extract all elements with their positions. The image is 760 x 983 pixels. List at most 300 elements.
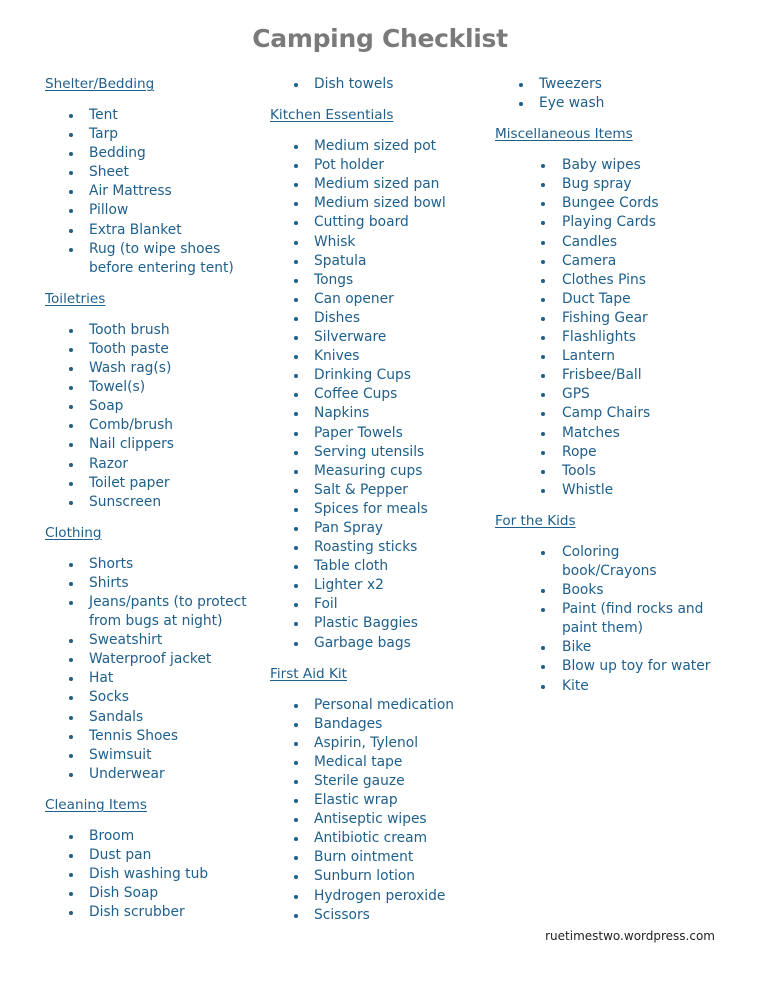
item-label: Hydrogen peroxide bbox=[314, 887, 446, 904]
item-label: Knives bbox=[314, 348, 360, 365]
bullet-icon bbox=[294, 799, 298, 803]
item-label: Baby wipes bbox=[562, 157, 641, 174]
bullet-icon bbox=[541, 260, 545, 264]
section-first-aid-kit bbox=[270, 665, 490, 925]
list-item bbox=[270, 906, 490, 925]
item-label: Dish towels bbox=[314, 76, 394, 92]
item-label: Shirts bbox=[89, 574, 129, 591]
column-3 bbox=[495, 75, 725, 708]
item-label: Underwear bbox=[89, 765, 165, 782]
list-item bbox=[495, 156, 725, 175]
item-label: Antiseptic wipes bbox=[314, 811, 427, 828]
item-label: Bandages bbox=[314, 715, 383, 732]
bullet-icon bbox=[294, 298, 298, 302]
list-item bbox=[495, 581, 695, 600]
bullet-icon bbox=[294, 704, 298, 708]
bullet-icon bbox=[69, 367, 73, 371]
list-item bbox=[270, 347, 490, 366]
item-label: Elastic wrap bbox=[314, 792, 398, 809]
section-cleaning-continued bbox=[270, 75, 490, 94]
bullet-icon bbox=[69, 190, 73, 194]
bullet-icon bbox=[69, 854, 73, 858]
list-item bbox=[270, 810, 490, 829]
bullet-icon bbox=[294, 374, 298, 378]
bullet-icon bbox=[541, 221, 545, 225]
item-label: Sterile gauze bbox=[314, 773, 405, 789]
item-label: Dish washing tub bbox=[89, 866, 209, 883]
source-watermark: ruetimestwo.wordpress.com bbox=[545, 929, 715, 943]
list-item bbox=[270, 753, 490, 772]
item-label: Blow up toy for water bbox=[562, 658, 711, 675]
list-item bbox=[45, 574, 260, 593]
bullet-icon bbox=[69, 754, 73, 758]
item-label: Extra Blanket bbox=[89, 221, 182, 238]
item-label: Medium sized pot bbox=[314, 138, 437, 155]
list-item bbox=[495, 252, 725, 271]
item-label: Can opener bbox=[314, 290, 394, 307]
bullet-icon bbox=[541, 355, 545, 359]
list-item bbox=[45, 884, 260, 903]
bullet-icon bbox=[541, 589, 545, 593]
bullet-icon bbox=[69, 248, 73, 252]
bullet-icon bbox=[69, 329, 73, 333]
section-toiletries bbox=[45, 290, 260, 512]
list-item bbox=[495, 481, 725, 500]
bullet-icon bbox=[294, 432, 298, 436]
bullet-icon bbox=[69, 658, 73, 662]
item-label: Lantern bbox=[562, 348, 615, 365]
checklist bbox=[270, 75, 490, 94]
list-item bbox=[495, 385, 725, 404]
list-item bbox=[495, 213, 725, 232]
checklist bbox=[495, 75, 725, 113]
item-label: Air Mattress bbox=[89, 183, 172, 200]
list-item bbox=[270, 137, 490, 156]
item-label: Playing Cards bbox=[562, 214, 656, 231]
bullet-icon bbox=[294, 317, 298, 321]
list-item bbox=[270, 213, 490, 232]
bullet-icon bbox=[69, 463, 73, 467]
bullet-icon bbox=[294, 895, 298, 899]
bullet-icon bbox=[294, 780, 298, 784]
list-item bbox=[270, 887, 490, 906]
item-label: Cutting board bbox=[314, 214, 409, 231]
list-item bbox=[45, 827, 260, 846]
bullet-icon bbox=[69, 582, 73, 586]
bullet-icon bbox=[69, 563, 73, 567]
bullet-icon bbox=[541, 317, 545, 321]
list-item bbox=[270, 290, 490, 309]
item-label: Socks bbox=[89, 689, 129, 706]
list-item bbox=[270, 848, 490, 867]
list-item bbox=[270, 772, 490, 791]
item-label: GPS bbox=[562, 386, 590, 403]
list-item bbox=[270, 233, 490, 252]
section-cleaning-items bbox=[45, 796, 260, 922]
list-item bbox=[495, 600, 710, 638]
list-item bbox=[495, 347, 725, 366]
list-item bbox=[270, 366, 490, 385]
checklist bbox=[45, 106, 260, 278]
list-item bbox=[495, 75, 725, 94]
item-label: Tongs bbox=[314, 271, 354, 288]
bullet-icon bbox=[541, 665, 545, 669]
item-label: Measuring cups bbox=[314, 462, 423, 479]
list-item bbox=[45, 727, 260, 746]
list-item bbox=[270, 519, 490, 538]
list-item bbox=[45, 125, 260, 144]
list-item bbox=[495, 175, 725, 194]
item-label: Matches bbox=[562, 424, 620, 441]
list-item bbox=[45, 378, 260, 397]
bullet-icon bbox=[69, 873, 73, 877]
bullet-icon bbox=[541, 241, 545, 245]
section-for-the-kids bbox=[495, 512, 725, 696]
bullet-icon bbox=[294, 279, 298, 283]
section-clothing bbox=[45, 524, 260, 784]
bullet-icon bbox=[69, 209, 73, 213]
bullet-icon bbox=[69, 133, 73, 137]
list-item bbox=[45, 106, 260, 125]
item-label: Eye wash bbox=[539, 95, 605, 112]
list-item bbox=[495, 366, 725, 385]
item-label: Sweatshirt bbox=[89, 632, 163, 649]
bullet-icon bbox=[69, 114, 73, 118]
section-heading: For the Kids bbox=[495, 512, 576, 529]
section-heading: First Aid Kit bbox=[270, 665, 347, 682]
item-label: Tooth brush bbox=[89, 321, 170, 338]
bullet-icon bbox=[294, 393, 298, 397]
bullet-icon bbox=[294, 183, 298, 187]
item-label: Personal medication bbox=[314, 696, 455, 713]
bullet-icon bbox=[294, 622, 298, 626]
list-item bbox=[495, 194, 725, 213]
item-label: Garbage bags bbox=[314, 634, 411, 651]
item-label: Roasting sticks bbox=[314, 539, 418, 556]
list-item bbox=[45, 708, 260, 727]
section-heading: Toiletries bbox=[45, 290, 106, 307]
item-label: Silverware bbox=[314, 329, 387, 346]
checklist bbox=[45, 827, 260, 922]
item-label: Razor bbox=[89, 455, 129, 472]
bullet-icon bbox=[294, 336, 298, 340]
item-label: Jeans/pants (to protect from bugs at night) bbox=[89, 593, 247, 630]
bullet-icon bbox=[294, 83, 298, 87]
checklist bbox=[495, 156, 725, 500]
bullet-icon bbox=[69, 716, 73, 720]
checklist bbox=[495, 543, 711, 696]
item-label: Sheet bbox=[89, 164, 129, 181]
item-label: Sandals bbox=[89, 708, 144, 725]
item-label: Paper Towels bbox=[314, 424, 403, 441]
bullet-icon bbox=[294, 742, 298, 746]
list-item bbox=[45, 435, 260, 454]
bullet-icon bbox=[294, 355, 298, 359]
bullet-icon bbox=[541, 646, 545, 650]
item-label: Spices for meals bbox=[314, 500, 428, 517]
item-label: Drinking Cups bbox=[314, 367, 411, 384]
item-label: Swimsuit bbox=[89, 746, 152, 763]
list-item bbox=[45, 746, 260, 765]
bullet-icon bbox=[69, 348, 73, 352]
list-item bbox=[45, 555, 260, 574]
bullet-icon bbox=[69, 696, 73, 700]
item-label: Aspirin, Tylenol bbox=[314, 734, 419, 751]
item-label: Tarp bbox=[89, 126, 119, 143]
checklist bbox=[270, 696, 490, 925]
list-item bbox=[270, 500, 490, 519]
item-label: Nail clippers bbox=[89, 436, 174, 453]
bullet-icon bbox=[541, 183, 545, 187]
list-item bbox=[270, 595, 490, 614]
list-item bbox=[45, 903, 260, 922]
list-item bbox=[270, 634, 490, 653]
bullet-icon bbox=[69, 443, 73, 447]
item-label: Medical tape bbox=[314, 753, 403, 770]
item-label: Napkins bbox=[314, 405, 370, 422]
section-first-aid-continued bbox=[495, 75, 725, 113]
list-item bbox=[495, 543, 657, 581]
item-label: Tent bbox=[89, 107, 118, 123]
bullet-icon bbox=[294, 470, 298, 474]
item-label: Table cloth bbox=[314, 558, 389, 575]
bullet-icon bbox=[69, 424, 73, 428]
section-heading: Miscellaneous Items bbox=[495, 126, 633, 143]
list-item bbox=[45, 221, 260, 240]
bullet-icon bbox=[294, 875, 298, 879]
bullet-icon bbox=[541, 551, 545, 555]
item-label: Clothes Pins bbox=[562, 271, 646, 288]
list-item bbox=[45, 455, 260, 474]
bullet-icon bbox=[541, 685, 545, 689]
list-item bbox=[270, 252, 490, 271]
list-item bbox=[45, 593, 260, 631]
list-item bbox=[495, 424, 725, 443]
item-label: Camera bbox=[562, 252, 617, 269]
item-label: Comb/brush bbox=[89, 417, 174, 434]
item-label: Dust pan bbox=[89, 847, 152, 863]
list-item bbox=[495, 657, 711, 676]
item-label: Candles bbox=[562, 233, 618, 250]
item-label: Wash rag(s) bbox=[89, 360, 172, 377]
bullet-icon bbox=[294, 202, 298, 206]
bullet-icon bbox=[69, 773, 73, 777]
bullet-icon bbox=[541, 432, 545, 436]
item-label: Paint (find rocks and paint them) bbox=[562, 601, 704, 637]
list-item bbox=[270, 462, 490, 481]
item-label: Pot holder bbox=[314, 157, 385, 174]
bullet-icon bbox=[294, 451, 298, 455]
item-label: Shorts bbox=[89, 555, 134, 572]
bullet-icon bbox=[294, 241, 298, 245]
bullet-icon bbox=[294, 489, 298, 493]
list-item bbox=[45, 163, 260, 182]
list-item bbox=[495, 404, 725, 423]
list-item bbox=[495, 290, 725, 309]
item-label: Medium sized pan bbox=[314, 176, 440, 193]
item-label: Tools bbox=[562, 462, 596, 479]
list-item bbox=[45, 688, 260, 707]
list-item bbox=[495, 309, 725, 328]
list-item bbox=[270, 696, 490, 715]
item-label: Scissors bbox=[314, 906, 370, 923]
list-item bbox=[495, 677, 695, 696]
list-item bbox=[45, 182, 260, 201]
item-label: Spatula bbox=[314, 252, 367, 269]
bullet-icon bbox=[541, 451, 545, 455]
item-label: Tooth paste bbox=[89, 340, 169, 357]
list-item bbox=[270, 194, 490, 213]
item-label: Fishing Gear bbox=[562, 309, 648, 326]
item-label: Plastic Baggies bbox=[314, 615, 418, 632]
checklist bbox=[45, 555, 260, 784]
item-label: Coloring book/Crayons bbox=[562, 543, 657, 579]
list-item bbox=[270, 576, 490, 595]
bullet-icon bbox=[69, 639, 73, 643]
checklist bbox=[45, 321, 260, 512]
list-item bbox=[270, 75, 490, 94]
list-item bbox=[270, 309, 490, 328]
list-item bbox=[45, 201, 260, 220]
item-label: Hat bbox=[89, 670, 114, 687]
list-item bbox=[270, 175, 490, 194]
list-item bbox=[270, 424, 490, 443]
item-label: Toilet paper bbox=[89, 474, 170, 491]
item-label: Foil bbox=[314, 596, 338, 613]
item-label: Pillow bbox=[89, 202, 129, 219]
list-item bbox=[270, 557, 490, 576]
list-item bbox=[45, 321, 260, 340]
list-item bbox=[495, 271, 725, 290]
bullet-icon bbox=[69, 911, 73, 915]
bullet-icon bbox=[541, 164, 545, 168]
bullet-icon bbox=[541, 489, 545, 493]
bullet-icon bbox=[69, 677, 73, 681]
bullet-icon bbox=[69, 835, 73, 839]
list-item bbox=[495, 443, 725, 462]
bullet-icon bbox=[294, 565, 298, 569]
bullet-icon bbox=[541, 336, 545, 340]
item-label: Dish scrubber bbox=[89, 904, 185, 921]
bullet-icon bbox=[69, 405, 73, 409]
list-item bbox=[270, 715, 490, 734]
item-label: Whistle bbox=[562, 481, 614, 498]
list-item bbox=[45, 846, 260, 865]
list-item bbox=[270, 328, 490, 347]
item-label: Coffee Cups bbox=[314, 386, 398, 403]
list-item bbox=[45, 669, 260, 688]
item-label: Duct Tape bbox=[562, 290, 631, 307]
bullet-icon bbox=[69, 735, 73, 739]
item-label: Soap bbox=[89, 398, 124, 415]
item-label: Sunburn lotion bbox=[314, 868, 416, 885]
list-item bbox=[270, 443, 490, 462]
item-label: Towel(s) bbox=[89, 379, 146, 396]
bullet-icon bbox=[294, 642, 298, 646]
bullet-icon bbox=[541, 298, 545, 302]
bullet-icon bbox=[294, 603, 298, 607]
item-label: Dish Soap bbox=[89, 885, 159, 902]
item-label: Serving utensils bbox=[314, 443, 425, 460]
bullet-icon bbox=[294, 584, 298, 588]
bullet-icon bbox=[294, 164, 298, 168]
bullet-icon bbox=[519, 102, 523, 106]
item-label: Pan Spray bbox=[314, 519, 384, 536]
list-item bbox=[45, 359, 260, 378]
section-heading: Clothing bbox=[45, 524, 102, 541]
list-item bbox=[45, 144, 260, 163]
item-label: Bug spray bbox=[562, 176, 632, 193]
bullet-icon bbox=[69, 152, 73, 156]
list-item bbox=[270, 481, 490, 500]
section-miscellaneous-items bbox=[495, 125, 725, 500]
list-item bbox=[495, 462, 725, 481]
list-item bbox=[495, 94, 725, 113]
item-label: Lighter x2 bbox=[314, 577, 384, 594]
list-item bbox=[270, 614, 490, 633]
list-item bbox=[45, 631, 260, 650]
bullet-icon bbox=[541, 393, 545, 397]
bullet-icon bbox=[294, 260, 298, 264]
bullet-icon bbox=[294, 914, 298, 918]
item-label: Broom bbox=[89, 827, 135, 844]
item-label: Antibiotic cream bbox=[314, 830, 428, 847]
list-item bbox=[45, 865, 260, 884]
section-shelter-bedding bbox=[45, 75, 260, 278]
item-label: Rug (to wipe shoes before entering tent) bbox=[89, 240, 234, 276]
bullet-icon bbox=[294, 221, 298, 225]
list-item bbox=[45, 416, 260, 435]
list-item bbox=[45, 493, 260, 512]
item-label: Salt & Pepper bbox=[314, 481, 408, 498]
bullet-icon bbox=[294, 837, 298, 841]
item-label: Medium sized bowl bbox=[314, 195, 446, 212]
bullet-icon bbox=[519, 83, 523, 87]
item-label: Frisbee/Ball bbox=[562, 367, 642, 384]
list-item bbox=[45, 650, 260, 669]
bullet-icon bbox=[541, 470, 545, 474]
list-item bbox=[45, 340, 260, 359]
item-label: Dishes bbox=[314, 309, 361, 326]
bullet-icon bbox=[69, 386, 73, 390]
bullet-icon bbox=[69, 229, 73, 233]
bullet-icon bbox=[294, 412, 298, 416]
bullet-icon bbox=[294, 856, 298, 860]
bullet-icon bbox=[294, 818, 298, 822]
bullet-icon bbox=[294, 527, 298, 531]
bullet-icon bbox=[541, 608, 545, 612]
column-1 bbox=[45, 75, 260, 934]
item-label: Rope bbox=[562, 443, 597, 460]
bullet-icon bbox=[541, 412, 545, 416]
list-item bbox=[270, 791, 490, 810]
bullet-icon bbox=[541, 202, 545, 206]
checklist bbox=[270, 137, 490, 653]
item-label: Whisk bbox=[314, 233, 356, 250]
list-item bbox=[270, 867, 490, 886]
list-item bbox=[495, 328, 725, 347]
item-label: Tennis Shoes bbox=[89, 727, 179, 744]
list-item bbox=[270, 829, 490, 848]
list-item bbox=[270, 156, 490, 175]
item-label: Tweezers bbox=[539, 76, 602, 92]
list-item bbox=[495, 638, 695, 657]
item-label: Kite bbox=[562, 677, 589, 694]
bullet-icon bbox=[294, 723, 298, 727]
bullet-icon bbox=[294, 145, 298, 149]
list-item bbox=[270, 734, 490, 753]
list-item bbox=[45, 240, 260, 278]
